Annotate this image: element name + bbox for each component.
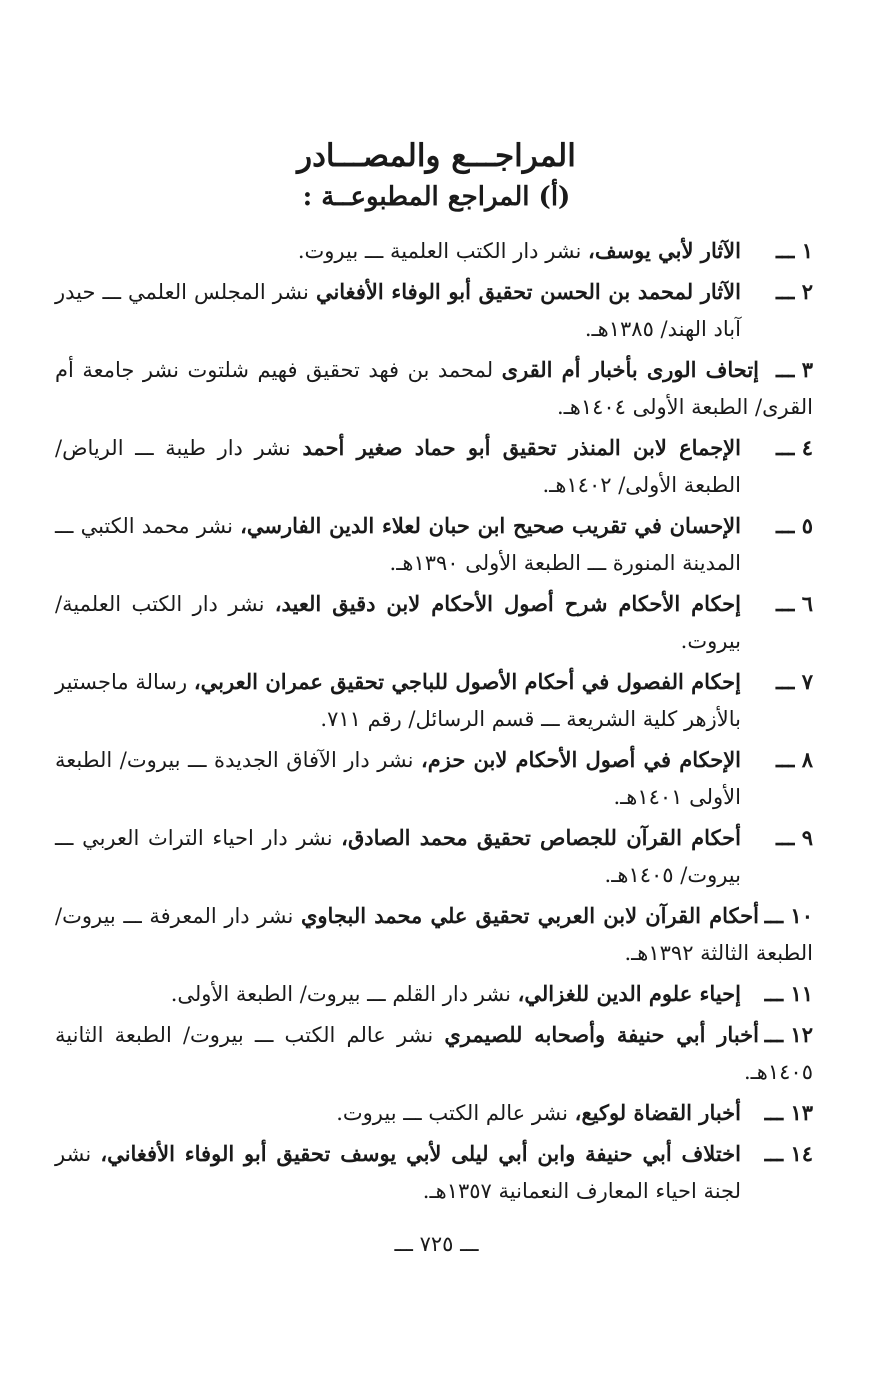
list-item bbox=[55, 1016, 813, 1091]
list-item bbox=[55, 975, 813, 1013]
list-item bbox=[55, 897, 813, 972]
list-item bbox=[55, 741, 813, 816]
entry-details: لمحمد بن فهد تحقيق فهيم شلتوت نشر جامعة أم القرى/ الطبعة الأولى ١٤٠٤هـ. bbox=[55, 358, 813, 419]
entry-details: نشر دار القلم ـــ بيروت/ الطبعة الأولى. bbox=[170, 982, 518, 1006]
entry-title: أخبار أبي حنيفة وأصحابه للصيمري bbox=[444, 1022, 759, 1047]
entry-title: إحياء علوم الدين للغزالي، bbox=[517, 981, 741, 1006]
entry-details: رسالة ماجستير بالأزهر كلية الشريعة ـــ قسم الرسائل/ رقم ٧١١. bbox=[55, 670, 741, 731]
entry-title: الآثار لمحمد بن الحسن تحقيق أبو الوفاء الأفغاني bbox=[315, 279, 741, 304]
references-list bbox=[55, 232, 813, 1213]
entry-number: ١٣ ـــ bbox=[764, 1100, 813, 1125]
entry-title: الإجماع لابن المنذر تحقيق أبو حماد صغير أحمد bbox=[302, 435, 741, 460]
entry-number: ٦ ـــ bbox=[775, 591, 813, 616]
list-item bbox=[55, 429, 813, 504]
page-title: المراجـــع والمصـــادر bbox=[297, 138, 576, 174]
list-item bbox=[55, 819, 813, 894]
entry-title: إحكام الأحكام شرح أصول الأحكام لابن دقيق العيد، bbox=[274, 591, 741, 616]
entry-title: أحكام القرآن لابن العربي تحقيق علي محمد البجاوي bbox=[300, 903, 759, 928]
entry-number: ٥ ـــ bbox=[775, 513, 813, 538]
list-item bbox=[55, 507, 813, 582]
entry-details: نشر دار المعرفة ـــ بيروت/ الطبعة الثالثة ١٣٩٢هـ. bbox=[55, 904, 813, 965]
entry-number: ١٠ ـــ bbox=[764, 903, 813, 928]
entry-title: اختلاف أبي حنيفة وابن أبي ليلى لأبي يوسف تحقيق أبو الوفاء الأفغاني، bbox=[100, 1141, 741, 1166]
entry-title: إتحاف الورى بأخبار أم القرى bbox=[501, 357, 760, 382]
entry-number: ٢ ـــ bbox=[775, 279, 813, 304]
entry-title: الإحكام في أصول الأحكام لابن حزم، bbox=[421, 747, 741, 772]
entry-number: ٨ ـــ bbox=[775, 747, 813, 772]
entry-number: ٣ ـــ bbox=[775, 357, 814, 382]
entry-title: الإحسان في تقريب صحيح ابن حبان لعلاء الدين الفارسي، bbox=[240, 513, 741, 538]
list-item bbox=[55, 1094, 813, 1132]
entry-title: إحكام الفصول في أحكام الأصول للباجي تحقيق عمران العربي، bbox=[193, 669, 741, 694]
section-subtitle: (أ) المراجع المطبوعــة : bbox=[302, 182, 571, 212]
entry-details: نشر محمد الكتبي ـــ المدينة المنورة ـــ الطبعة الأولى ١٣٩٠هـ. bbox=[55, 514, 741, 575]
entry-title: أحكام القرآن للجصاص تحقيق محمد الصادق، bbox=[341, 825, 741, 850]
entry-details: نشر دار احياء التراث العربي ـــ بيروت/ ١٤٠٥هـ. bbox=[55, 826, 741, 887]
entry-details: نشر عالم الكتب ـــ بيروت. bbox=[336, 1101, 575, 1125]
list-item bbox=[55, 585, 813, 660]
list-item bbox=[55, 273, 813, 348]
entry-title: أخبار القضاة لوكيع، bbox=[574, 1100, 741, 1125]
entry-details: نشر دار الكتب العلمية ـــ بيروت. bbox=[297, 239, 589, 263]
entry-number: ٤ ـــ bbox=[775, 435, 813, 460]
entry-details: نشر المجلس العلمي ـــ حيدر آباد الهند/ ١٣٨٥هـ. bbox=[55, 280, 741, 341]
entry-number: ١٤ ـــ bbox=[764, 1141, 813, 1166]
entry-number: ١١ ـــ bbox=[764, 981, 813, 1006]
entry-details: نشر دار الكتب العلمية/ بيروت. bbox=[55, 592, 741, 653]
page-number: ـــ ٧٢٥ ـــ bbox=[394, 1232, 479, 1256]
entry-details: نشر دار الآفاق الجديدة ـــ بيروت/ الطبعة الأولى ١٤٠١هـ. bbox=[55, 748, 741, 809]
list-item bbox=[55, 663, 813, 738]
entry-number: ٧ ـــ bbox=[775, 669, 813, 694]
entry-number: ١ ـــ bbox=[775, 238, 813, 263]
entry-details: نشر دار طيبة ـــ الرياض/ الطبعة الأولى/ ١٤٠٢هـ. bbox=[55, 436, 741, 497]
list-item bbox=[55, 351, 813, 426]
entry-details: نشر عالم الكتب ـــ بيروت/ الطبعة الثانية ١٤٠٥هـ. bbox=[55, 1023, 813, 1084]
list-item bbox=[55, 232, 813, 270]
entry-details: نشر لجنة احياء المعارف النعمانية ١٣٥٧هـ. bbox=[55, 1142, 741, 1203]
entry-number: ٩ ـــ bbox=[775, 825, 813, 850]
list-item bbox=[55, 1135, 813, 1210]
entry-number: ١٢ ـــ bbox=[764, 1022, 813, 1047]
entry-title: الآثار لأبي يوسف، bbox=[588, 238, 741, 263]
